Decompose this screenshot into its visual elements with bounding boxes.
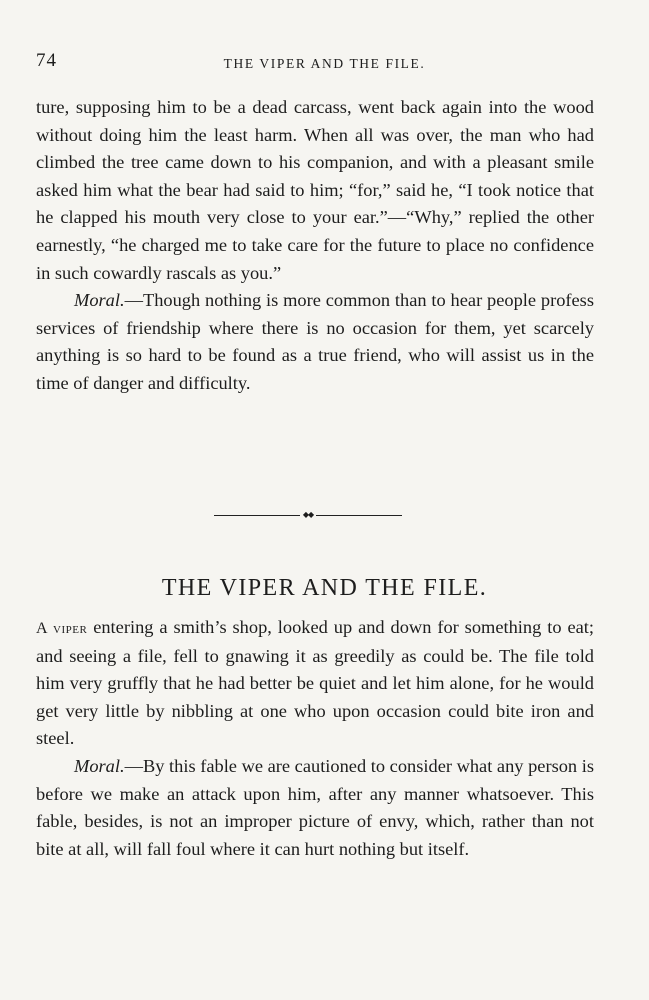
moral-text: —Though nothing is more common than to hear people profess services of friendship where there is no occasion for them, yet scarcely anything is so hard to be found as a true friend, who will assist us in the time of danger and difficulty. xyxy=(36,290,594,393)
fable-body xyxy=(36,614,594,753)
fable-moral xyxy=(36,753,594,863)
divider-line-right xyxy=(316,515,402,516)
moral-text: —By this fable we are cautioned to consider what any person is before we make an attack upon him, after any manner whatsoever. This fable, besides, is not an improper picture of envy, which, rather than not bite at all, will fall foul where it can hurt nothing but itself. xyxy=(36,755,594,859)
divider-line-left xyxy=(214,515,300,516)
fable-title: THE VIPER AND THE FILE. xyxy=(161,575,488,601)
running-head: THE VIPER AND THE FILE. xyxy=(223,56,426,71)
divider-ornament: ◆◆ xyxy=(302,510,314,519)
fable-opening-words: A viper xyxy=(36,620,88,637)
page-number: 74 xyxy=(36,50,57,71)
fable-body-text: entering a smith’s shop, looked up and down for something to eat; and seeing a file, fell to gnawing it as greedily as could be. The file told him very gruffly that he had better be quiet and let him alone, for he would get very little by nibbling at one who upon occasion could bite iron and steel. xyxy=(36,617,594,749)
fable-text xyxy=(36,614,594,863)
moral-label: Moral. xyxy=(74,290,125,311)
previous-fable-moral xyxy=(36,287,594,397)
previous-fable-ending xyxy=(36,94,594,398)
moral-label: Moral. xyxy=(74,755,125,776)
previous-fable-continuation: ture, supposing him to be a dead carcass, went back again into the wood without doing him the least harm. When all was over, the man who had climbed the tree came down to his companion, and with a pleasant smile asked him what the bear had said to him; “for,” said he, “I took notice that he clapped his mouth very close to your ear.”—“Why,” replied the other earnestly, “he charged me to take care for the future to place no confidence in such cowardly rascals as you.” xyxy=(36,97,594,283)
section-divider xyxy=(214,510,402,519)
